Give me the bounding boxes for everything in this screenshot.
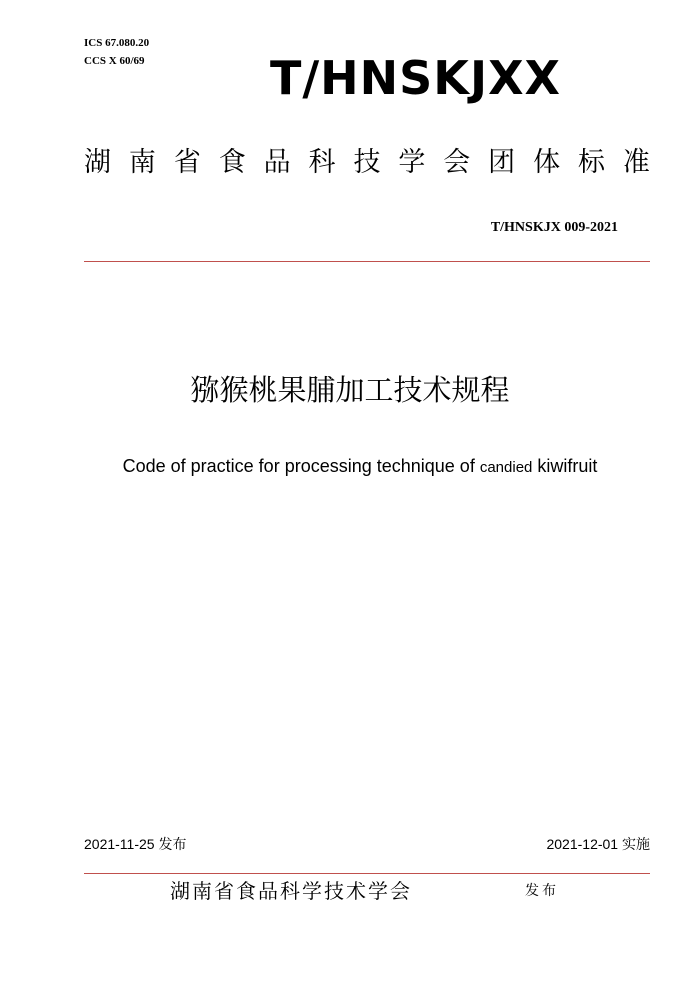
implementation-date: 2021-12-01 实施 [546, 836, 650, 852]
org-title-char: 标 [577, 147, 605, 178]
org-title-char: 学 [398, 147, 426, 178]
issue-date: 2021-11-25 发布 [84, 836, 187, 852]
org-title-char: 技 [353, 147, 381, 178]
document-title-english [0, 454, 700, 480]
org-title-char: 品 [263, 147, 291, 178]
bottom-divider [84, 873, 650, 874]
org-title-char: 会 [443, 147, 471, 178]
title-en-tail: kiwifruit [532, 456, 598, 476]
org-title-char: 科 [308, 147, 336, 178]
org-title-char: 准 [622, 147, 650, 178]
publish-label: 发布 [525, 883, 559, 899]
org-title-char: 湖 [84, 147, 111, 178]
document-title-chinese: 猕猴桃果脯加工技术规程 [190, 373, 510, 407]
org-title-char: 食 [218, 147, 246, 178]
org-title-char: 省 [173, 147, 201, 178]
title-en-small: candied [479, 459, 533, 476]
org-title-char: 南 [128, 147, 156, 178]
ics-code: ICS 67.080.20 [84, 37, 150, 49]
standard-code: T/HNSKJXX [270, 51, 561, 105]
document-number: T/HNSKJX 009-2021 [490, 220, 618, 235]
org-title-char: 团 [488, 147, 516, 178]
publisher-name: 湖南省食品科学技术学会 [170, 879, 412, 903]
top-divider [84, 261, 650, 262]
title-en-main: Code of practice for processing technique of [122, 456, 480, 476]
organization-standard-title [84, 145, 650, 181]
ccs-code: CCS X 60/69 [84, 55, 145, 67]
org-title-char: 体 [533, 147, 561, 178]
